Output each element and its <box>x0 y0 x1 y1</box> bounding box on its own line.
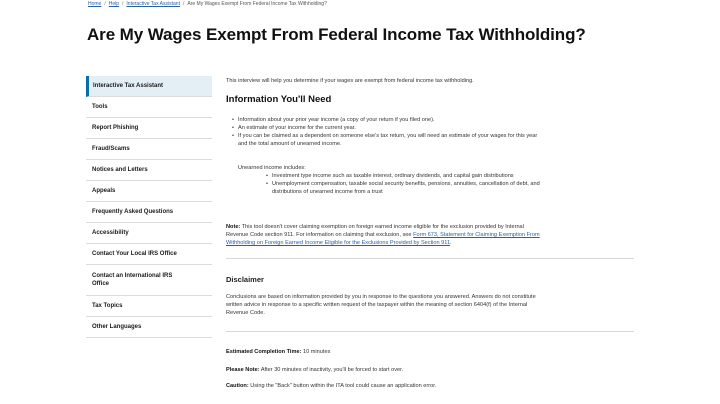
section-divider <box>226 331 634 332</box>
note-line-2 <box>226 231 540 239</box>
disclaimer-text: Revenue Code. <box>226 310 265 316</box>
breadcrumb-home[interactable]: Home <box>88 1 102 7</box>
list-item-continuation: distributions of unearned income from a trust <box>272 189 383 195</box>
please-note-value: After 30 minutes of inactivity, you'll be forced to start over. <box>260 367 404 373</box>
intro-text: This interview will help you determine if your wages are exempt from federal income tax withholding. <box>226 78 474 84</box>
list-item-continuation: and the total amount of unearned income. <box>238 141 342 147</box>
sidebar-item-tools[interactable] <box>86 97 212 118</box>
info-heading: Information You'll Need <box>226 94 332 105</box>
sidebar-item-interactive-tax-assistant[interactable] <box>86 76 212 97</box>
breadcrumb-separator: / <box>182 1 185 7</box>
list-item: • Investment type income such as taxable interest, ordinary dividends, and capital gain distributions <box>266 172 540 180</box>
sidebar-item-label: Other Languages <box>92 324 142 330</box>
sidebar-item-label: Contact an International IRS <box>92 273 173 279</box>
sidebar-item-label: Notices and Letters <box>92 167 148 173</box>
caution-label: Caution: <box>226 383 249 389</box>
disclaimer-heading: Disclaimer <box>226 275 264 284</box>
sidebar-item-international-irs-office[interactable] <box>86 265 212 296</box>
list-item: • An estimate of your income for the current year. <box>232 124 537 132</box>
please-note-label: Please Note: <box>226 367 260 373</box>
sidebar-item-label: Tools <box>92 104 108 110</box>
disclaimer-text: Conclusions are based on information provided by you in response to the questions you answered. Answers do not constitute <box>226 294 536 300</box>
sidebar-item-label: Frequently Asked Questions <box>92 209 174 215</box>
sidebar-item-report-phishing[interactable] <box>86 118 212 139</box>
breadcrumb <box>88 1 327 7</box>
sidebar-item-other-languages[interactable] <box>86 317 212 338</box>
sidebar-item-accessibility[interactable] <box>86 223 212 244</box>
sidebar-item-label: Tax Topics <box>92 303 123 309</box>
note-text: This tool doesn't cover claiming exemption on foreign earned income eligible for the exclusion provided by Internal <box>241 224 524 230</box>
breadcrumb-separator: / <box>104 1 106 7</box>
please-note <box>226 366 403 374</box>
sidebar-item-faq[interactable] <box>86 202 212 223</box>
page-title: Are My Wages Exempt From Federal Income Tax Withholding? <box>87 25 586 44</box>
sidebar-item-appeals[interactable] <box>86 181 212 202</box>
sidebar-item-label: Fraud/Scams <box>92 146 130 152</box>
sidebar-item-tax-topics[interactable] <box>86 296 212 317</box>
breadcrumb-help[interactable]: Help <box>108 1 120 7</box>
breadcrumb-current: Are My Wages Exempt From Federal Income Tax Withholding? <box>187 1 327 7</box>
note-label: Note: <box>226 224 241 230</box>
caution-value: Using the "Back" button within the ITA tool could cause an application error. <box>250 383 437 389</box>
completion-time-value: 10 minutes <box>303 349 331 355</box>
completion-time <box>226 348 330 356</box>
caution <box>226 382 436 390</box>
breadcrumb-separator: / <box>122 1 124 7</box>
sidebar-item-label: Office <box>92 281 110 287</box>
sidebar-item-fraud-scams[interactable] <box>86 139 212 160</box>
note-end: . <box>450 240 452 246</box>
sidebar-item-notices-and-letters[interactable] <box>86 160 212 181</box>
completion-time-label: Estimated Completion Time: <box>226 349 302 355</box>
note-line-1 <box>226 223 524 231</box>
list-item: • Information about your prior year income (a copy of your return if you filed one). <box>232 116 537 124</box>
sidebar-item-label: Interactive Tax Assistant <box>93 83 164 89</box>
list-item: • Unemployment compensation, taxable social security benefits, pensions, annuities, cancellation of debt, and <box>266 180 540 188</box>
info-list <box>232 116 537 140</box>
section-divider <box>226 258 634 259</box>
sidebar-item-label: Accessibility <box>92 230 129 236</box>
disclaimer-text: written advice in response to a specific written request of the taxpayer within the meaning of section 6404(f) of the Internal <box>226 302 528 308</box>
breadcrumb-ita[interactable]: Interactive Tax Assistant <box>126 1 180 7</box>
form-673-link[interactable]: Form 673, Statement for Claiming Exemption From <box>413 232 540 238</box>
list-item: • If you can be claimed as a dependent on someone else's tax return, you will need an estimate of your wages for this year <box>232 132 537 140</box>
sidebar-item-label: Appeals <box>92 188 116 194</box>
unearned-label: Unearned income includes: <box>238 165 306 171</box>
note-line-3 <box>226 239 452 247</box>
sidebar-item-local-irs-office[interactable] <box>86 244 212 265</box>
unearned-list <box>266 172 540 188</box>
sidebar-item-label: Report Phishing <box>92 125 139 131</box>
form-673-link-continued[interactable]: Withholding on Foreign Earned Income Eligible for the Exclusions Provided by Section 911 <box>226 240 451 246</box>
sidebar-nav <box>86 76 212 338</box>
sidebar-item-label: Contact Your Local IRS Office <box>92 251 177 257</box>
note-text: Revenue Code section 911. For information on claiming that exclusion, see <box>226 232 412 238</box>
